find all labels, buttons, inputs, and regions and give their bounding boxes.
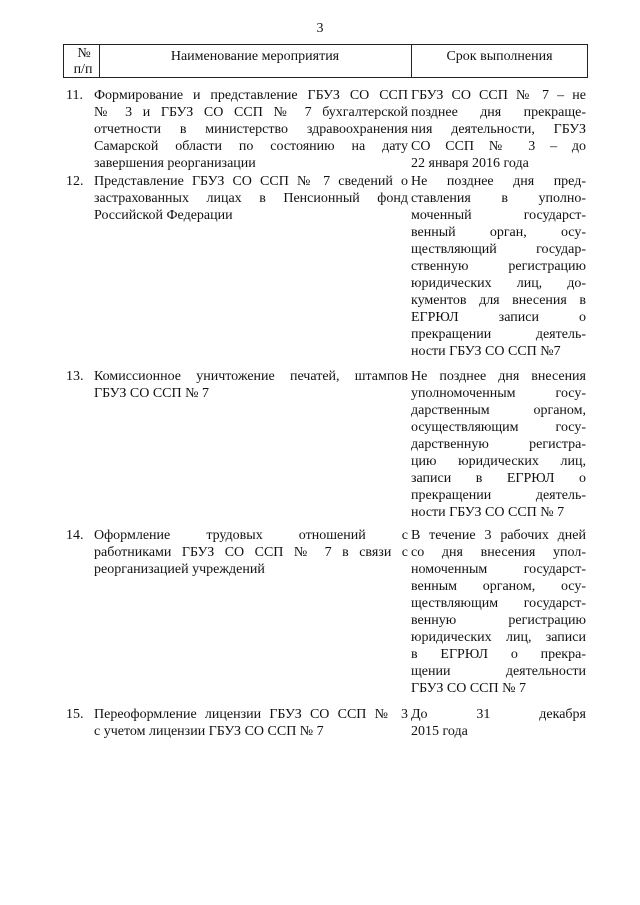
deadline-line: позднее дня прекраще- <box>411 105 586 120</box>
deadline-line: дарственным органом, <box>411 403 586 418</box>
header-number-label-2: п/п <box>73 62 93 77</box>
deadline-line: ния деятельности, ГБУЗ <box>411 122 586 137</box>
deadline-line: До 31 декабря <box>411 707 586 722</box>
deadline-line: кументов для внесения в <box>411 293 586 308</box>
deadline-line: в ЕГРЮЛ о прекра- <box>411 647 586 662</box>
page-number: 3 <box>316 21 324 36</box>
event-name-line: Оформление трудовых отношений с <box>94 528 408 543</box>
deadline-line: цию юридических лиц, <box>411 454 586 469</box>
event-name-line: Представление ГБУЗ СО ССП № 7 сведений о <box>94 174 408 189</box>
event-name-line: Переоформление лицензии ГБУЗ СО ССП № 3 <box>94 707 408 722</box>
deadline-line: ности ГБУЗ СО ССП № 7 <box>411 505 565 520</box>
deadline-line: юридических лиц, до- <box>411 276 586 291</box>
deadline-line: Не позднее дня внесения <box>411 369 586 384</box>
row-number: 11. <box>66 88 83 103</box>
event-name-line: Российской Федерации <box>94 208 233 223</box>
event-name-line: работниками ГБУЗ СО ССП № 7 в связи с <box>94 545 408 560</box>
deadline-line: 22 января 2016 года <box>411 156 529 171</box>
deadline-line: дарственную регистра- <box>411 437 586 452</box>
event-name-line: № 3 и ГБУЗ СО ССП № 7 бухгалтерской <box>94 105 408 120</box>
header-number-label: № <box>77 46 91 61</box>
deadline-line: уполномоченным госу- <box>411 386 586 401</box>
row-number: 14. <box>66 528 84 543</box>
event-name-line: завершения реорганизации <box>94 156 256 171</box>
header-deadline-label: Срок выполнения <box>446 49 553 64</box>
deadline-line: ществляющим государст- <box>411 596 586 611</box>
event-name-line: реорганизацией учреждений <box>94 562 265 577</box>
deadline-line: ГБУЗ СО ССП № 7 <box>411 681 526 696</box>
event-name-line: застрахованных лицах в Пенсионный фонд <box>94 191 408 206</box>
event-name-line: Самарской области по состоянию на дату <box>94 139 408 154</box>
deadline-line: 2015 года <box>411 724 468 739</box>
deadline-line: ственную регистрацию <box>411 259 586 274</box>
deadline-line: осуществляющим госу- <box>411 420 586 435</box>
deadline-line: прекращении деятель- <box>411 488 586 503</box>
deadline-line: Не позднее дня пред- <box>411 174 586 189</box>
deadline-line: номоченным государст- <box>411 562 586 577</box>
event-name-line: отчетности в министерство здравоохранения <box>94 122 408 137</box>
deadline-line: прекращении деятель- <box>411 327 586 342</box>
event-name-line: с учетом лицензии ГБУЗ СО ССП № 7 <box>94 724 324 739</box>
deadline-line: венным органом, осу- <box>411 579 586 594</box>
event-name-line: ГБУЗ СО ССП № 7 <box>94 386 209 401</box>
header-name-label: Наименование мероприятия <box>170 49 340 64</box>
deadline-line: записи в ЕГРЮЛ о <box>411 471 586 486</box>
deadline-line: юридических лиц, записи <box>411 630 586 645</box>
deadline-line: ности ГБУЗ СО ССП №7 <box>411 344 561 359</box>
row-number: 13. <box>66 369 84 384</box>
deadline-line: венный орган, осу- <box>411 225 586 240</box>
deadline-line: моченный государст- <box>411 208 586 223</box>
row-number: 15. <box>66 707 84 722</box>
deadline-line: ГБУЗ СО ССП № 7 – не <box>411 88 586 103</box>
event-name-line: Комиссионное уничтожение печатей, штампов <box>94 369 408 384</box>
deadline-line: ЕГРЮЛ записи о <box>411 310 586 325</box>
deadline-line: венную регистрацию <box>411 613 586 628</box>
deadline-line: со дня внесения упол- <box>411 545 586 560</box>
event-name-line: Формирование и представление ГБУЗ СО ССП <box>94 88 408 103</box>
row-number: 12. <box>66 174 84 189</box>
deadline-line: щении деятельности <box>411 664 586 679</box>
deadline-line: ществляющий государ- <box>411 242 586 257</box>
deadline-line: В течение 3 рабочих дней <box>411 528 586 543</box>
deadline-line: СО ССП № 3 – до <box>411 139 586 154</box>
deadline-line: ставления в уполно- <box>411 191 586 206</box>
